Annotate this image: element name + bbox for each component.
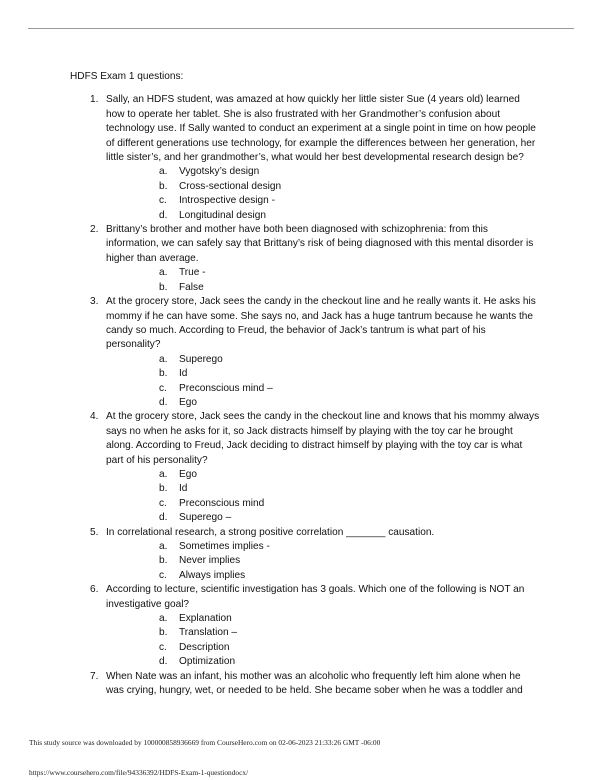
answer-option: [106, 511, 540, 525]
option-text: Always implies: [179, 569, 246, 581]
answer-option: [106, 655, 540, 669]
option-letter: a.: [159, 353, 168, 365]
answer-option: [106, 626, 540, 640]
question-item: [70, 583, 540, 669]
answer-option: [106, 266, 540, 280]
question-item: [70, 295, 540, 410]
option-letter: c.: [159, 569, 167, 581]
option-letter: c.: [159, 382, 167, 394]
question-number: 7.: [90, 670, 99, 682]
option-text: Superego –: [179, 512, 232, 524]
option-letter: b.: [159, 627, 168, 639]
option-text: Ego: [179, 396, 197, 408]
document-title: HDFS Exam 1 questions:: [70, 71, 184, 82]
option-text: Superego: [179, 353, 223, 365]
answer-option: [106, 612, 540, 626]
option-text: Translation –: [179, 627, 237, 639]
answer-option: [106, 468, 540, 482]
question-item: [70, 410, 540, 525]
document-body: [70, 70, 540, 698]
question-list: [70, 93, 540, 698]
option-letter: b.: [159, 180, 168, 192]
option-text: Id: [179, 368, 188, 380]
answer-option: [106, 353, 540, 367]
question-item: [70, 223, 540, 295]
option-letter: b.: [159, 555, 168, 567]
answer-option: [106, 482, 540, 496]
answer-option: [106, 194, 540, 208]
option-text: Vygotsky’s design: [179, 166, 260, 178]
option-text: Introspective design -: [179, 195, 275, 207]
question-item: [70, 93, 540, 223]
page-top-rule: [28, 28, 574, 29]
option-text: Longitudinal design: [179, 209, 266, 221]
option-letter: a.: [159, 267, 168, 279]
option-letter: a.: [159, 613, 168, 625]
option-letter: d.: [159, 396, 168, 408]
option-text: Ego: [179, 468, 197, 480]
option-text: Preconscious mind: [179, 497, 265, 509]
question-text: At the grocery store, Jack sees the candy in the checkout line and knows that his mommy always says no when he asks for it, so Jack distracts himself by playing with the toy car he brought along. According to Freud, Jack deciding to distract himself by playing with the toy car is what part of his personality?: [106, 411, 540, 466]
option-letter: d.: [159, 209, 168, 221]
question-text: Sally, an HDFS student, was amazed at how quickly her little sister Sue (4 years old) learned how to operate her tablet. She is also frustrated with her Grandmother’s confusion about technology use. If Sally wanted to conduct an experiment at a single point in time on how people of different generations use technology, for example the differences between her generation, her little sister’s, and her grandmother’s, what would her best developmental research design be?: [106, 94, 536, 164]
question-text: Brittany’s brother and mother have both been diagnosed with schizophrenia: from this information, we can safely say that Brittany’s risk of being diagnosed with this mental disorder is higher than average.: [106, 224, 534, 264]
answer-option: [106, 540, 540, 554]
question-text: According to lecture, scientific investigation has 3 goals. Which one of the following is NOT an investigative goal?: [106, 584, 525, 610]
answer-option: [106, 497, 540, 511]
answer-option: [106, 367, 540, 381]
option-text: Id: [179, 483, 188, 495]
answer-option: [106, 180, 540, 194]
option-letter: c.: [159, 497, 167, 509]
answer-options: [106, 612, 540, 670]
question-number: 6.: [90, 584, 99, 596]
question-item: [70, 526, 540, 584]
option-text: Description: [179, 641, 230, 653]
download-source-notice: This study source was downloaded by 100000858936669 from CourseHero.com on 02-06-2023 21:33:26 GMT -06:00: [29, 738, 381, 747]
question-text: When Nate was an infant, his mother was an alcoholic who frequently left him alone when he was crying, hungry, wet, or needed to be held. She became sober when he was a toddler and: [106, 670, 523, 697]
option-text: Cross-sectional design: [179, 180, 282, 192]
answer-option: [106, 281, 540, 295]
answer-option: [106, 209, 540, 223]
question-item: [70, 670, 540, 699]
question-number: 1.: [90, 94, 99, 106]
option-letter: b.: [159, 368, 168, 380]
answer-options: [106, 266, 540, 295]
answer-option: [106, 641, 540, 655]
answer-options: [106, 540, 540, 583]
option-text: Explanation: [179, 613, 232, 625]
option-letter: a.: [159, 468, 168, 480]
option-letter: c.: [159, 641, 167, 653]
answer-option: [106, 554, 540, 568]
answer-options: [106, 165, 540, 223]
option-text: True -: [179, 267, 206, 279]
answer-option: [106, 569, 540, 583]
option-letter: a.: [159, 541, 168, 552]
question-text: At the grocery store, Jack sees the candy in the checkout line and he really wants it. He asks his mommy if he can have some. She says no, and Jack has a huge tantrum because he wants the candy so much. According to Freud, the behavior of Jack’s tantrum is what part of his personality?: [106, 296, 536, 351]
question-number: 4.: [90, 411, 99, 423]
question-number: 3.: [90, 296, 99, 308]
option-letter: d.: [159, 512, 168, 524]
answer-option: [106, 165, 540, 179]
answer-options: [106, 353, 540, 411]
option-letter: c.: [159, 195, 167, 207]
option-text: False: [179, 281, 204, 293]
option-text: Optimization: [179, 656, 236, 668]
option-text: Never implies: [179, 555, 241, 567]
source-url[interactable]: https://www.coursehero.com/file/94336392/HDFS-Exam-1-questiondocx/: [29, 768, 249, 777]
question-number: 5.: [90, 526, 99, 538]
question-text: In correlational research, a strong positive correlation _______ causation.: [106, 526, 435, 538]
option-text: Preconscious mind –: [179, 382, 273, 394]
answer-option: [106, 382, 540, 396]
option-letter: b.: [159, 281, 168, 293]
answer-option: [106, 396, 540, 410]
option-letter: b.: [159, 483, 168, 495]
option-letter: a.: [159, 166, 168, 178]
question-number: 2.: [90, 224, 99, 236]
option-letter: d.: [159, 656, 168, 668]
answer-options: [106, 468, 540, 526]
option-text: Sometimes implies -: [179, 541, 270, 552]
